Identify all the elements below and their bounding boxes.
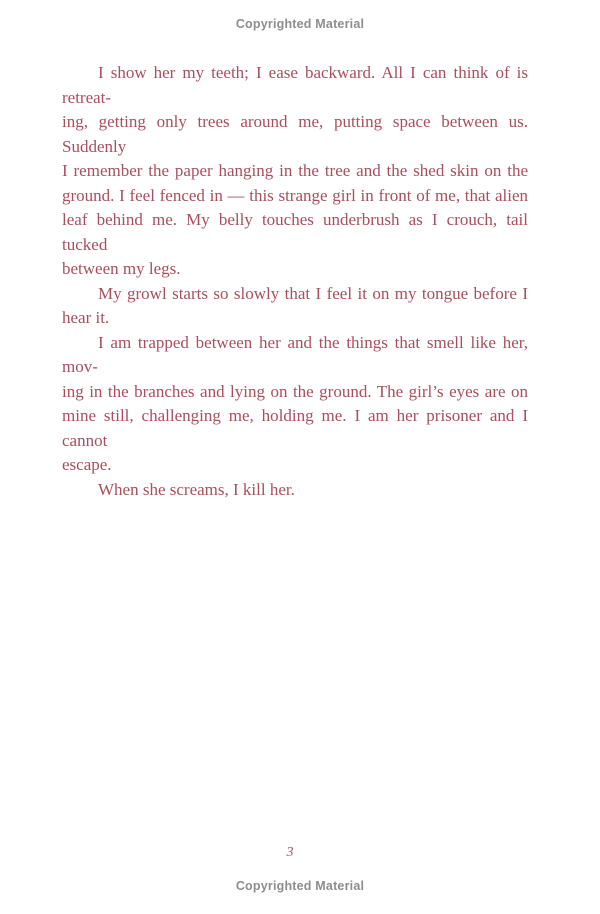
paragraph — [62, 282, 528, 331]
paragraph — [62, 331, 528, 478]
text-line: When she screams, I kill her. — [98, 479, 295, 499]
page-number: 3 — [286, 845, 294, 860]
text-line: hear it. — [62, 308, 110, 327]
copyright-notice-top: Copyrighted Material — [235, 17, 365, 31]
body-text — [62, 61, 528, 502]
text-line: between my legs. — [62, 259, 181, 278]
text-line: ing, getting only trees around me, putting space between us. Suddenly — [62, 112, 528, 156]
text-line: mine still, challenging me, holding me. I am her prisoner and I cannot — [62, 406, 528, 450]
paragraph — [62, 478, 528, 503]
text-line: leaf behind me. My belly touches underbrush as I crouch, tail tucked — [62, 210, 528, 254]
text-line: I remember the paper hanging in the tree and the shed skin on the — [62, 161, 528, 180]
text-line: I am trapped between her and the things that smell like her, mov- — [62, 332, 528, 376]
text-line: ing in the branches and lying on the ground. The girl’s eyes are on — [62, 381, 528, 401]
paragraph — [62, 61, 528, 282]
text-line: I show her my teeth; I ease backward. All I can think of is retreat- — [62, 63, 528, 107]
copyright-notice-bottom: Copyrighted Material — [235, 879, 365, 893]
text-line: My growl starts so slowly that I feel it on my tongue before I — [98, 283, 528, 303]
text-line: escape. — [62, 455, 112, 474]
text-line: ground. I feel fenced in — this strange girl in front of me, that alien — [62, 185, 528, 205]
